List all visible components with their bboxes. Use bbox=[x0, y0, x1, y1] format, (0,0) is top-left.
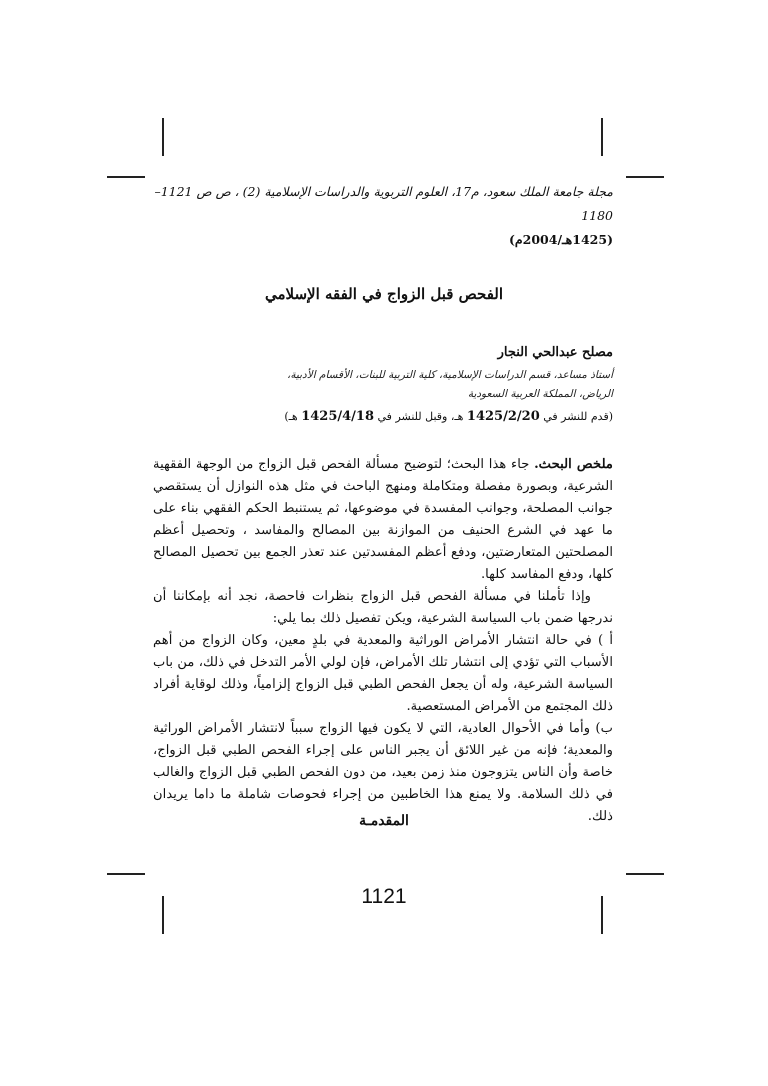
abstract-paragraph bbox=[153, 454, 613, 586]
author-location: الرياض، المملكة العربية السعودية bbox=[467, 388, 613, 400]
journal-citation: مجلة جامعة الملك سعود، م17، العلوم التربوية والدراسات الإسلامية (2) ، ص ص 1121–1180 bbox=[154, 184, 613, 223]
journal-year: (1425هـ/2004م) bbox=[509, 232, 613, 247]
dates-middle: هـ، وقبل للنشر في bbox=[377, 410, 464, 423]
crop-mark bbox=[107, 873, 145, 875]
abstract-text: جاء هذا البحث؛ لتوضيح مسألة الفحص قبل الزواج من الوجهة الفقهية الشرعية، وبصورة مفصلة ومتكاملة ومنهج الباحث في مثل هذه النوازل أن يستقصي جوانب المصلحة، وجوانب المفسدة في موضوعها، ثم يستنبط الحكم الفقهي بناء على ما عهد في الشرع الحنيف من الموازنة بين المصالح والمفاسد ، وتحصيل أعظم المصلحتين المتعارضتين، ودفع أعظم المفسدتين عند تعذر الجمع بين تحصيل المصالح كلها، ودفع المفاسد كلها. bbox=[153, 457, 613, 582]
abstract-paragraph: وإذا تأملنا في مسألة الفحص قبل الزواج بنظرات فاحصة، نجد أنه بإمكاننا أن ندرجها ضمن باب السياسة الشرعية، ويكن تفصيل ذلك بما يلي: bbox=[153, 589, 613, 626]
accepted-date: 1425/4/18 bbox=[301, 409, 375, 424]
publication-dates bbox=[153, 406, 613, 428]
dates-suffix: هـ) bbox=[284, 410, 298, 423]
abstract-label: ملخص البحث. bbox=[534, 457, 613, 472]
article-title: الفحص قبل الزواج في الفقه الإسلامي bbox=[264, 285, 504, 303]
crop-mark bbox=[601, 118, 603, 156]
author-block bbox=[153, 345, 613, 428]
abstract-paragraph: أ ) في حالة انتشار الأمراض الوراثية والمعدية في بلدٍ معين، وكان الزواج من أهم الأسباب التي تؤدي إلى انتشار تلك الأمراض، فإن لولي الأمر التدخل في ذلك، من باب السياسة الشرعية، وله أن يجعل الفحص الطبي قبل الزواج إلزامياً، وذلك لوقاية أفراد ذلك المجتمع من الأمراض المستعصية. bbox=[153, 633, 613, 714]
journal-header bbox=[153, 180, 613, 252]
crop-mark bbox=[162, 118, 164, 156]
author-name: مصلح عبدالحي النجار bbox=[497, 345, 613, 360]
page-number: 1121 bbox=[361, 885, 407, 908]
abstract bbox=[153, 454, 613, 828]
author-affiliation: أستاذ مساعد، قسم الدراسات الإسلامية، كلية التربية للبنات، الأقسام الأدبية، bbox=[286, 369, 613, 381]
crop-mark bbox=[107, 176, 145, 178]
crop-mark bbox=[626, 176, 664, 178]
abstract-paragraph: ب) وأما في الأحوال العادية، التي لا يكون فيها الزواج سبباً لانتشار الأمراض الوراثية والمعدية؛ فإنه من غير اللائق أن يجبر الناس على إجراء الفحص الطبي قبل الزواج، خاصة وأن الناس يتزوجون منذ زمن بعيد، من دون الفحص الطبي قبل الزواج والغالب في ذلك السلامة. ولا يمنع هذا الخاطبين من إجراء فحوصات شاملة ما داما يريدان ذلك. bbox=[153, 721, 613, 824]
section-heading-introduction: المقدمـة bbox=[359, 813, 409, 829]
submitted-date: 1425/2/20 bbox=[466, 409, 540, 424]
dates-prefix: (قدم للنشر في bbox=[543, 410, 613, 423]
crop-mark bbox=[626, 873, 664, 875]
